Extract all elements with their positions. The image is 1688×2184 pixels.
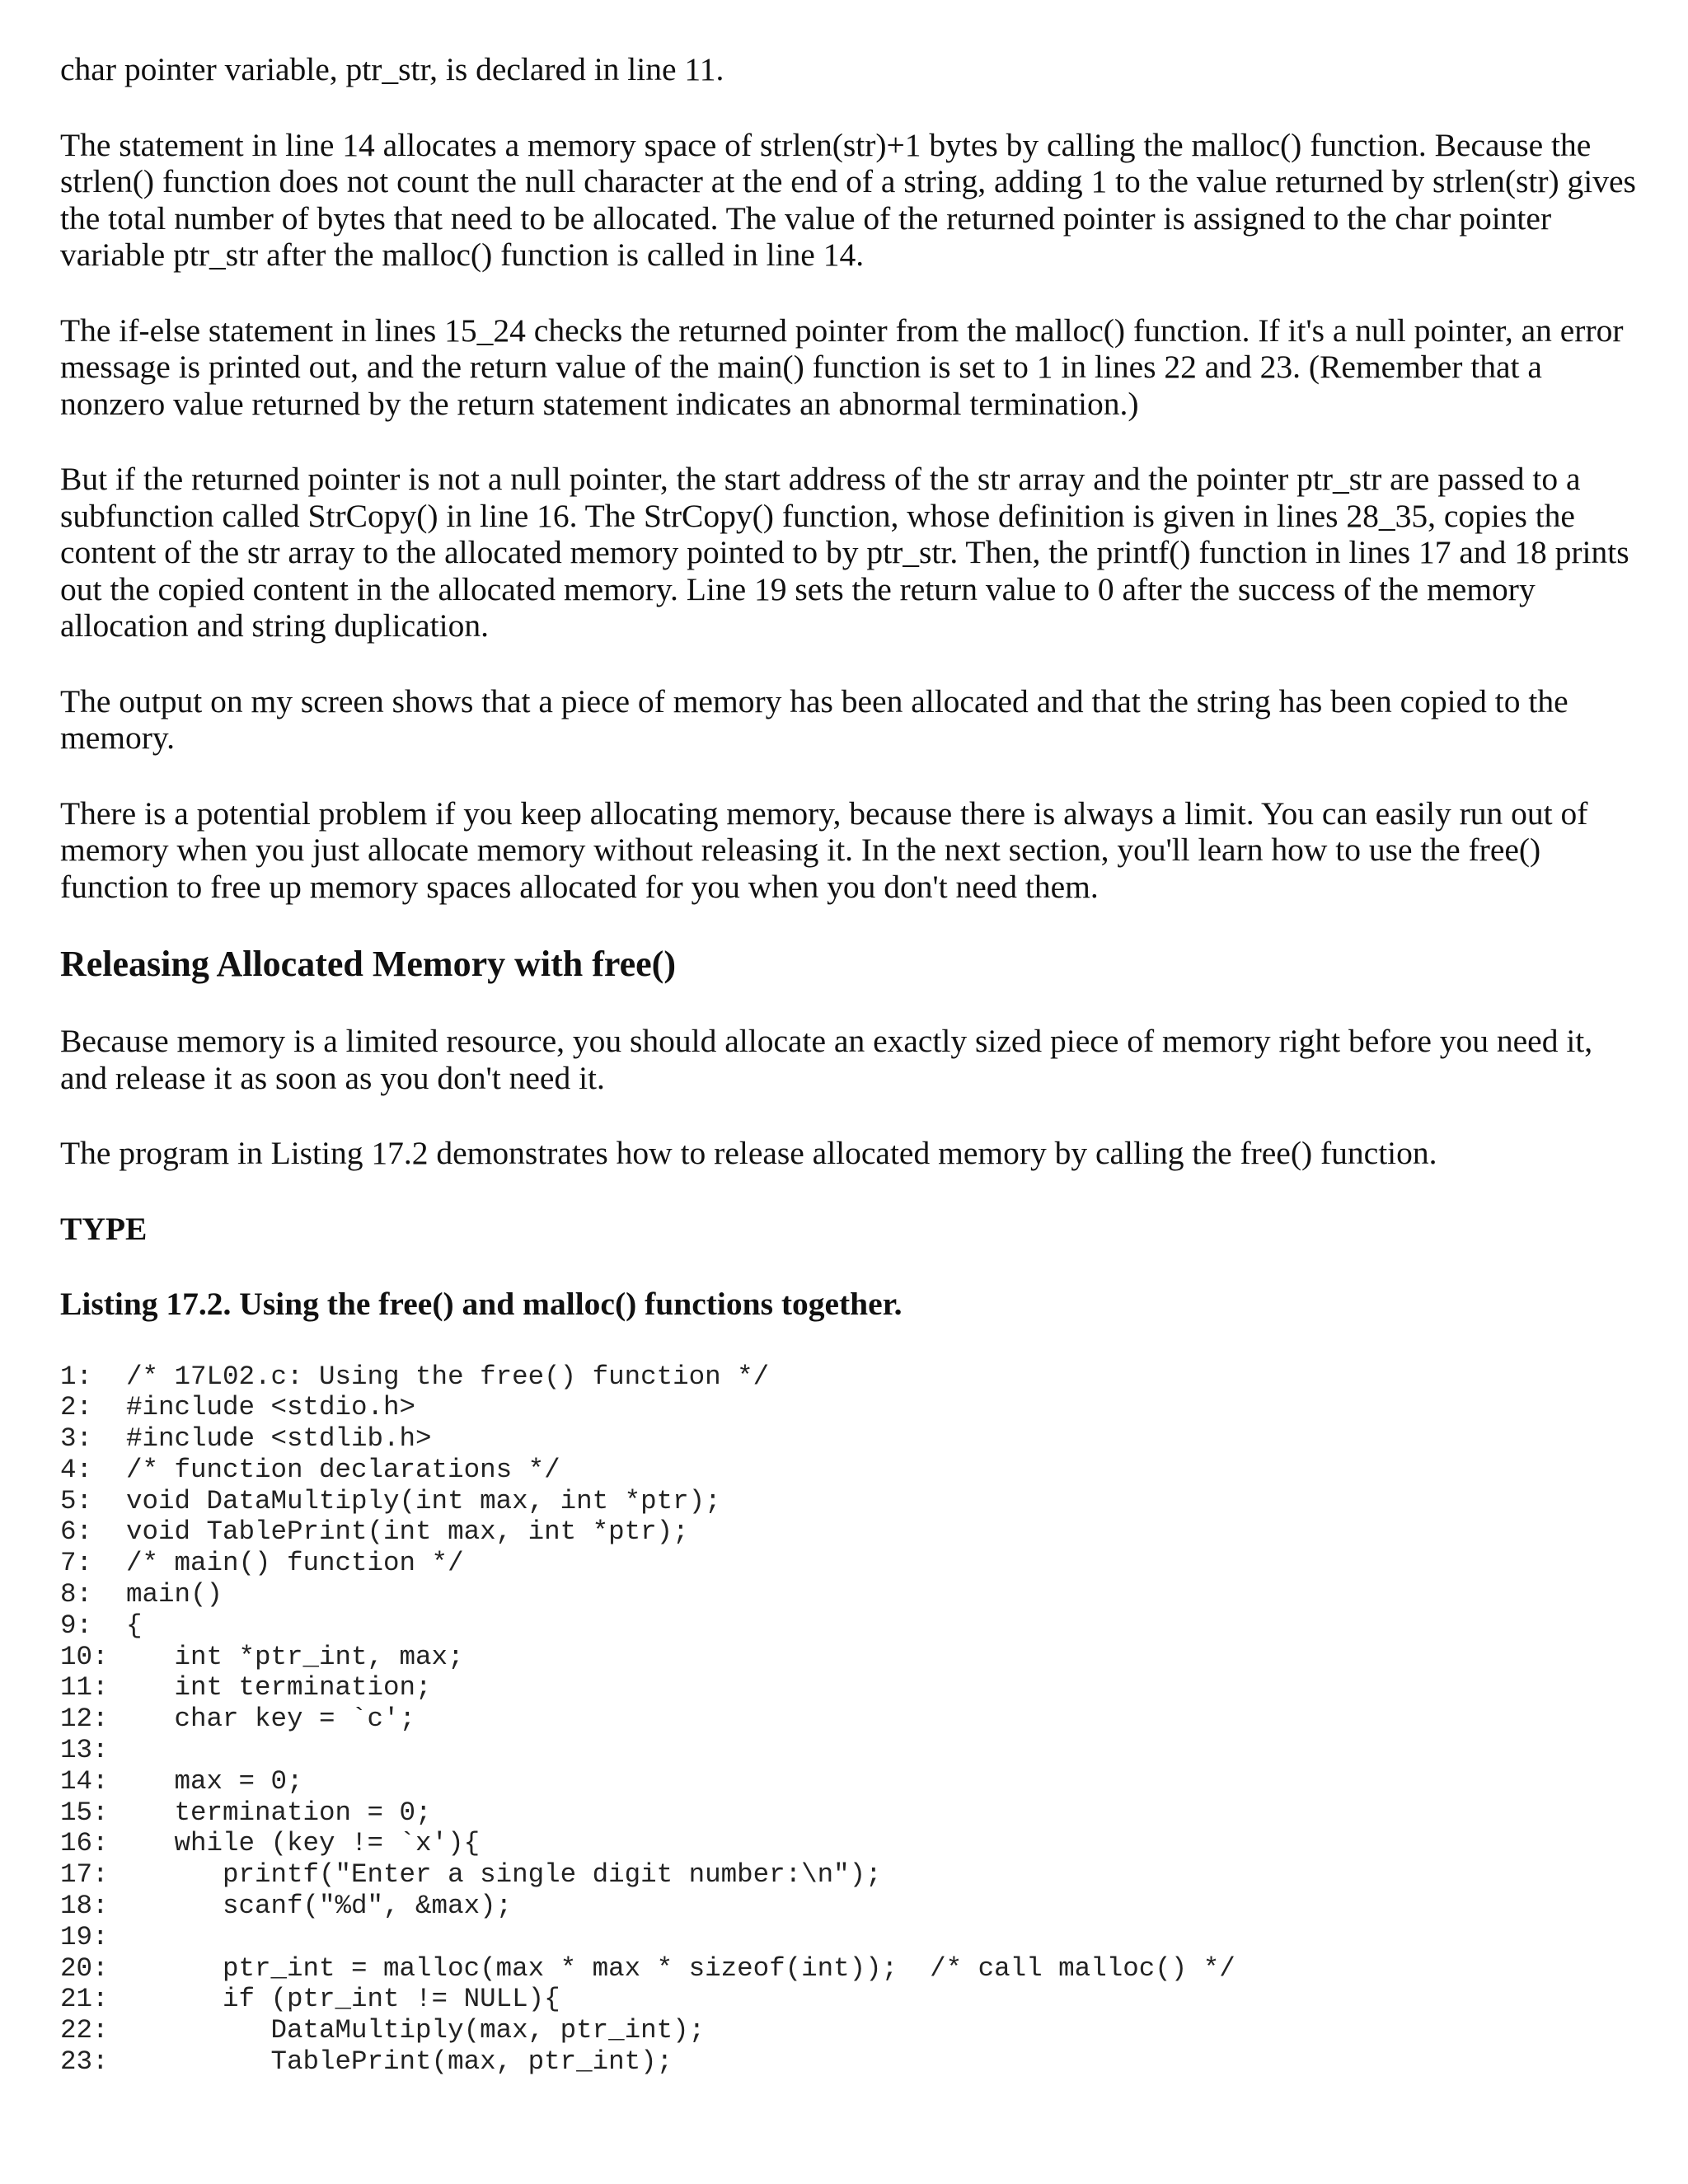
- code-line: [60, 1797, 1643, 1829]
- line-number: 19:: [60, 1921, 109, 1952]
- code-line: [60, 1579, 1643, 1610]
- code-line: [60, 1455, 1643, 1486]
- code-text: int termination;: [126, 1672, 432, 1704]
- code-line: [60, 1922, 1643, 1953]
- code-line: [60, 1704, 1643, 1735]
- code-text: #include <stdio.h>: [126, 1392, 416, 1423]
- code-line: [60, 1548, 1643, 1579]
- code-text: main(): [126, 1579, 223, 1610]
- code-line: [60, 1642, 1643, 1673]
- code-line: [60, 1735, 1643, 1766]
- code-text: TablePrint(max, ptr_int);: [126, 2046, 673, 2078]
- line-number: 5:: [60, 1485, 93, 1516]
- paragraph-if-else-check: The if-else statement in lines 15_24 checks the returned pointer from the malloc() function. If it's a null pointer, an error message is printed out, and the return value of the main() function is set to 1 in lines 22 and 23. (Remember that a nonzero value returned by the return statement indicates an abnormal termination.): [60, 312, 1624, 422]
- code-line: [60, 1828, 1643, 1859]
- code-text: #include <stdlib.h>: [126, 1423, 432, 1455]
- code-line: [60, 1516, 1643, 1548]
- code-text: /* 17L02.c: Using the free() function */: [126, 1361, 770, 1392]
- code-text: void TablePrint(int max, int *ptr);: [126, 1516, 689, 1548]
- line-number: 18:: [60, 1891, 109, 1922]
- code-text: ptr_int = malloc(max * max * sizeof(int)); /* call malloc() */: [126, 1952, 1236, 1984]
- line-number: 16:: [60, 1828, 109, 1859]
- code-line: [60, 1891, 1643, 1922]
- code-text: char key = `c';: [126, 1704, 416, 1735]
- paragraph-memory-limit: There is a potential problem if you keep allocating memory, because there is always a limit. You can easily run out of memory when you just allocate memory without releasing it. In the next section, you'll learn how to use the free() function to free up memory spaces allocated for you when you don't need them.: [60, 794, 1588, 905]
- code-line: [60, 1859, 1643, 1891]
- code-line: [60, 1423, 1643, 1455]
- line-number: 20:: [60, 1952, 109, 1984]
- line-number: 15:: [60, 1797, 109, 1828]
- code-text: if (ptr_int != NULL){: [126, 1984, 560, 2015]
- line-number: 22:: [60, 2015, 109, 2046]
- code-line: [60, 1486, 1643, 1517]
- line-number: 6:: [60, 1516, 93, 1548]
- code-line: [60, 2015, 1643, 2046]
- line-number: 14:: [60, 1765, 109, 1797]
- code-text: /* function declarations */: [126, 1454, 560, 1485]
- code-text: DataMultiply(max, ptr_int);: [126, 2015, 706, 2046]
- line-number: 7:: [60, 1548, 93, 1579]
- code-text: scanf("%d", &max);: [126, 1891, 513, 1922]
- code-text: void DataMultiply(int max, int *ptr);: [126, 1485, 721, 1516]
- line-number: 1:: [60, 1361, 93, 1392]
- line-number: 10:: [60, 1641, 109, 1672]
- code-line: [60, 1984, 1643, 2015]
- code-line: [60, 1392, 1643, 1423]
- line-number: 3:: [60, 1423, 93, 1455]
- paragraph-listing-intro: The program in Listing 17.2 demonstrates how to release allocated memory by calling the free() function.: [60, 1135, 1437, 1171]
- paragraph-output-description: The output on my screen shows that a piece of memory has been allocated and that the string has been copied to the memory.: [60, 682, 1568, 756]
- line-number: 2:: [60, 1392, 93, 1423]
- line-number: 17:: [60, 1859, 109, 1891]
- paragraph-limited-resource: Because memory is a limited resource, you should allocate an exactly sized piece of memory right before you need it, and release it as soon as you don't need it.: [60, 1023, 1593, 1096]
- code-line: [60, 1610, 1643, 1642]
- code-text: printf("Enter a single digit number:\n");: [126, 1859, 882, 1891]
- code-text: int *ptr_int, max;: [126, 1641, 464, 1672]
- line-number: 12:: [60, 1704, 109, 1735]
- section-heading: Releasing Allocated Memory with free(): [60, 944, 676, 984]
- line-number: 9:: [60, 1610, 93, 1641]
- code-text: {: [126, 1610, 143, 1641]
- code-line: [60, 1766, 1643, 1797]
- paragraph-malloc-allocation: The statement in line 14 allocates a memory space of strlen(str)+1 bytes by calling the malloc() function. Because the strlen() function does not count the null character at the end of a string, adding 1 to the value returned by strlen(str) gives the total number of bytes that need to be allocated. The value of the returned pointer is assigned to the char pointer variable ptr_str after the malloc() function is called in line 14.: [60, 126, 1636, 273]
- line-number: 11:: [60, 1672, 109, 1704]
- code-line: [60, 2046, 1643, 2078]
- line-number: 4:: [60, 1454, 93, 1485]
- code-line: [60, 1361, 1643, 1393]
- code-line: [60, 1672, 1643, 1704]
- code-listing: [60, 1361, 1643, 2078]
- code-text: termination = 0;: [126, 1797, 432, 1828]
- code-line: [60, 1953, 1643, 1985]
- listing-title: Listing 17.2. Using the free() and malloc() functions together.: [60, 1286, 903, 1322]
- line-number: 21:: [60, 1984, 109, 2015]
- type-label: TYPE: [60, 1210, 148, 1247]
- paragraph-strcopy-description: But if the returned pointer is not a null pointer, the start address of the str array and the pointer ptr_str are passed to a subfunction called StrCopy() in line 16. The StrCopy() function, whose definition is given in lines 28_35, copies the content of the str array to the allocated memory pointed to by ptr_str. Then, the printf() function in lines 17 and 18 prints out the copied content in the allocated memory. Line 19 sets the return value to 0 after the success of the memory allocation and string duplication.: [60, 461, 1629, 644]
- line-number: 8:: [60, 1579, 93, 1610]
- line-number: 23:: [60, 2046, 109, 2078]
- code-text: while (key != `x'){: [126, 1828, 481, 1859]
- code-text: /* main() function */: [126, 1548, 464, 1579]
- code-text: max = 0;: [126, 1765, 303, 1797]
- line-number: 13:: [60, 1735, 109, 1766]
- document-page: [60, 51, 1643, 2078]
- paragraph-ptr-str-declared: char pointer variable, ptr_str, is declared in line 11.: [60, 51, 724, 87]
